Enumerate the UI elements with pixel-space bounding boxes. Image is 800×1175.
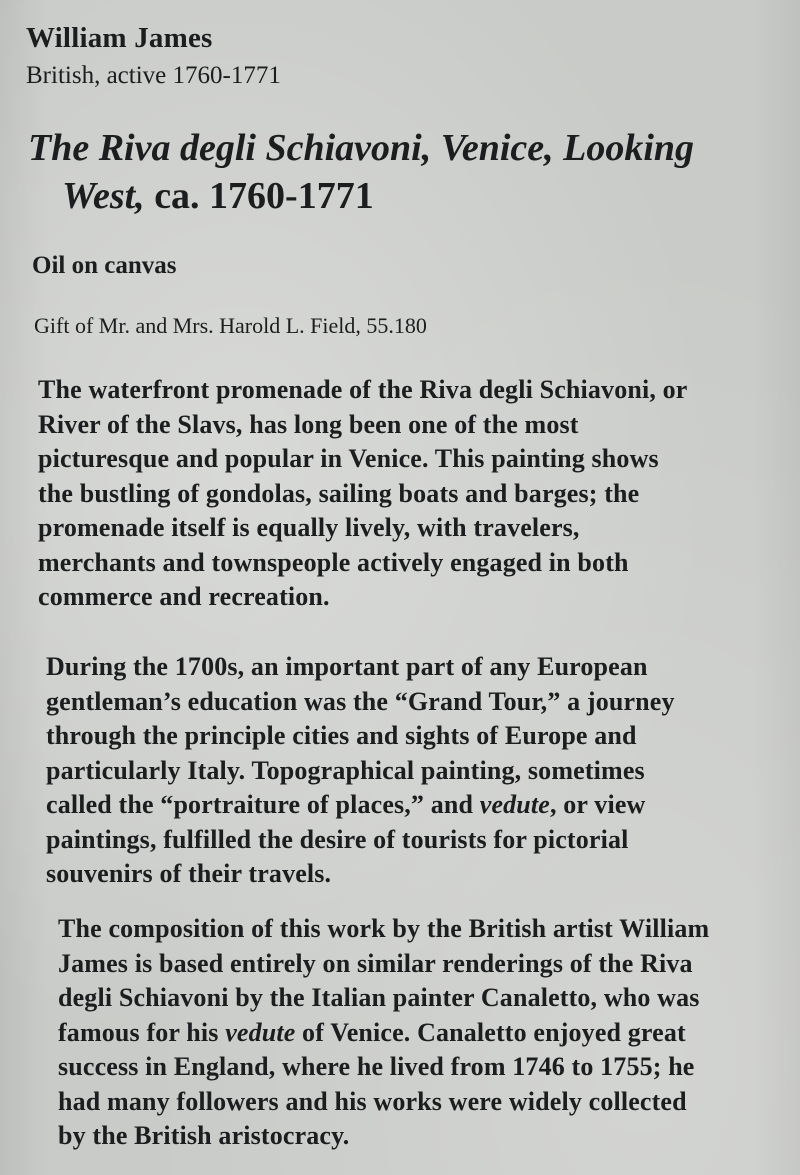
artist-name: William James [26, 22, 213, 54]
artwork-title-line2 [28, 172, 788, 220]
paragraph-line: degli Schiavoni by the Italian painter Canaletto, who was [58, 983, 700, 1012]
text-segment: called the “portraiture of places,” and [46, 790, 480, 819]
paragraph-line: The waterfront promenade of the Riva degli Schiavoni, or [38, 375, 688, 404]
paragraph-line [58, 1016, 788, 1051]
artwork-title [28, 124, 788, 220]
text-segment: famous for his [58, 1017, 226, 1047]
paragraph-line: James is based entirely on similar renderings of the Riva [58, 948, 693, 978]
artwork-date: ca. 1760-1771 [154, 175, 374, 217]
paragraph-line: merchants and townspeople actively engaged in both [38, 547, 629, 577]
paragraph-line: souvenirs of their travels. [46, 859, 332, 888]
artwork-medium: Oil on canvas [32, 252, 177, 279]
text-segment: of Venice. Canaletto enjoyed great [295, 1017, 686, 1047]
description-paragraph-3 [58, 912, 788, 1154]
artist-nationality: British, active 1760-1771 [26, 62, 281, 89]
paragraph-line: through the principle cities and sights of Europe and [46, 721, 637, 750]
paragraph-line: River of the Slavs, has long been one of the most [38, 409, 579, 439]
paragraph-line: The composition of this work by the British artist William [58, 914, 710, 943]
text-segment: , or view [549, 790, 646, 819]
paragraph-line: paintings, fulfilled the desire of tourists for pictorial [46, 824, 629, 854]
paragraph-line: the bustling of gondolas, sailing boats and barges; the [38, 478, 640, 508]
paragraph-line: success in England, where he lived from 1746 to 1755; he [58, 1052, 695, 1081]
description-paragraph-1 [38, 373, 788, 615]
paragraph-line: particularly Italy. Topographical painting, sometimes [46, 755, 645, 785]
paragraph-line: by the British aristocracy. [58, 1121, 350, 1150]
paragraph-line: gentleman’s education was the “Grand Tour,” a journey [46, 686, 675, 716]
paragraph-line: promenade itself is equally lively, with travelers, [38, 513, 580, 542]
paragraph-line [46, 788, 786, 823]
artwork-title-italic-end: West, [62, 175, 145, 217]
artwork-credit-line: Gift of Mr. and Mrs. Harold L. Field, 55.180 [34, 313, 427, 338]
paragraph-line: had many followers and his works were widely collected [58, 1086, 687, 1116]
artwork-title-line1: The Riva degli Schiavoni, Venice, Looking [28, 127, 695, 169]
italic-term-vedute: vedute [225, 1017, 296, 1047]
paragraph-line: commerce and recreation. [38, 582, 330, 611]
paragraph-line: picturesque and popular in Venice. This painting shows [38, 444, 659, 473]
description-paragraph-2 [46, 650, 786, 892]
italic-term-vedute: vedute [479, 790, 550, 819]
paragraph-line: During the 1700s, an important part of any European [46, 652, 648, 681]
